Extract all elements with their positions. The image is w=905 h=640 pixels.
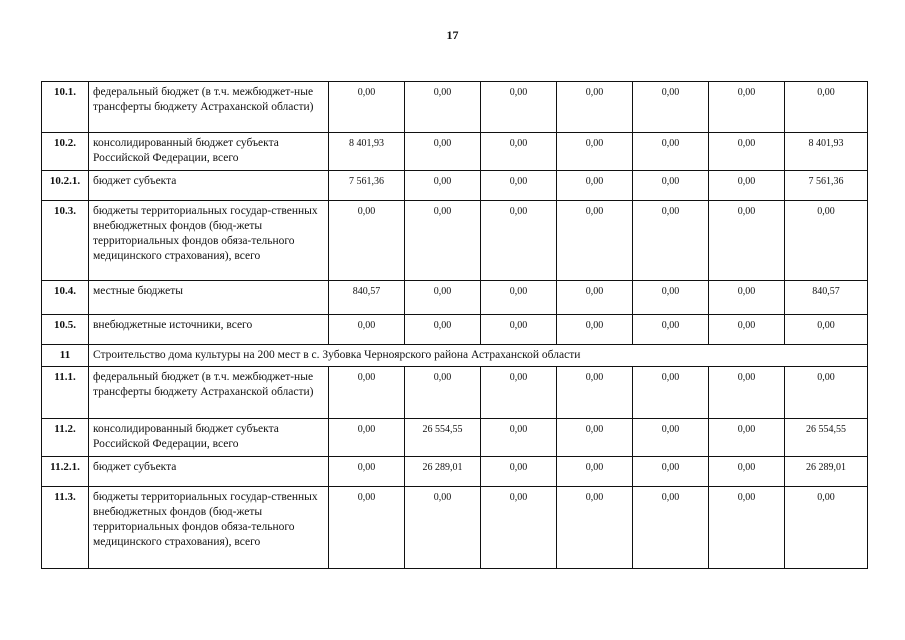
value-cell: 0,00	[405, 133, 481, 171]
table-row	[42, 419, 868, 457]
value-cell: 0,00	[633, 133, 709, 171]
row-number: 11	[42, 345, 89, 367]
value-cell: 26 554,55	[405, 419, 481, 457]
value-cell: 0,00	[405, 487, 481, 569]
value-cell: 0,00	[481, 457, 557, 487]
value-cell: 0,00	[329, 457, 405, 487]
value-cell: 0,00	[481, 367, 557, 419]
value-cell: 840,57	[785, 281, 868, 315]
section-title: Строительство дома культуры на 200 мест в с. Зубовка Черноярского района Астраханской области	[89, 345, 868, 367]
value-cell: 26 289,01	[405, 457, 481, 487]
value-cell: 0,00	[329, 201, 405, 281]
row-number: 10.5.	[42, 315, 89, 345]
value-cell: 0,00	[405, 171, 481, 201]
value-cell: 0,00	[405, 281, 481, 315]
value-cell: 0,00	[633, 201, 709, 281]
value-cell: 26 554,55	[785, 419, 868, 457]
value-cell: 8 401,93	[785, 133, 868, 171]
table-row	[42, 201, 868, 281]
table-row	[42, 457, 868, 487]
value-cell: 0,00	[709, 171, 785, 201]
row-description: внебюджетные источники, всего	[89, 315, 329, 345]
row-number: 11.2.1.	[42, 457, 89, 487]
value-cell: 0,00	[329, 315, 405, 345]
row-description: федеральный бюджет (в т.ч. межбюджет-ные трансферты бюджету Астраханской области)	[89, 367, 329, 419]
row-description: консолидированный бюджет субъекта Российской Федерации, всего	[89, 133, 329, 171]
value-cell: 0,00	[633, 82, 709, 133]
value-cell: 0,00	[709, 82, 785, 133]
value-cell: 0,00	[709, 201, 785, 281]
table-row	[42, 82, 868, 133]
value-cell: 840,57	[329, 281, 405, 315]
value-cell: 0,00	[709, 457, 785, 487]
budget-table	[41, 81, 868, 569]
row-number: 10.2.	[42, 133, 89, 171]
table-row	[42, 487, 868, 569]
value-cell: 0,00	[329, 487, 405, 569]
row-number: 10.2.1.	[42, 171, 89, 201]
row-number: 10.1.	[42, 82, 89, 133]
table-row	[42, 281, 868, 315]
value-cell: 0,00	[785, 315, 868, 345]
value-cell: 0,00	[785, 201, 868, 281]
value-cell: 0,00	[557, 487, 633, 569]
value-cell: 0,00	[481, 82, 557, 133]
value-cell: 0,00	[633, 419, 709, 457]
value-cell: 0,00	[709, 315, 785, 345]
row-description: консолидированный бюджет субъекта Российской Федерации, всего	[89, 419, 329, 457]
value-cell: 0,00	[557, 82, 633, 133]
value-cell: 0,00	[329, 367, 405, 419]
row-description: бюджеты территориальных государ-ственных внебюджетных фондов (бюд-жеты территориальных фондов обяза-тельного медицинского страхования), всего	[89, 201, 329, 281]
value-cell: 0,00	[709, 367, 785, 419]
row-number: 11.3.	[42, 487, 89, 569]
row-number: 11.1.	[42, 367, 89, 419]
value-cell: 0,00	[481, 133, 557, 171]
value-cell: 0,00	[329, 419, 405, 457]
value-cell: 0,00	[709, 419, 785, 457]
value-cell: 0,00	[633, 487, 709, 569]
value-cell: 0,00	[481, 281, 557, 315]
row-description: местные бюджеты	[89, 281, 329, 315]
value-cell: 0,00	[709, 281, 785, 315]
row-number: 10.3.	[42, 201, 89, 281]
value-cell: 0,00	[557, 367, 633, 419]
row-description: бюджет субъекта	[89, 457, 329, 487]
row-description: бюджеты территориальных государ-ственных внебюджетных фондов (бюд-жеты территориальных фондов обяза-тельного медицинского страхования), всего	[89, 487, 329, 569]
value-cell: 0,00	[329, 82, 405, 133]
table-row	[42, 367, 868, 419]
row-number: 10.4.	[42, 281, 89, 315]
value-cell: 0,00	[557, 419, 633, 457]
row-number: 11.2.	[42, 419, 89, 457]
value-cell: 0,00	[785, 487, 868, 569]
value-cell: 0,00	[481, 315, 557, 345]
table-row	[42, 133, 868, 171]
value-cell: 0,00	[785, 82, 868, 133]
value-cell: 0,00	[405, 367, 481, 419]
value-cell: 8 401,93	[329, 133, 405, 171]
value-cell: 0,00	[481, 419, 557, 457]
value-cell: 0,00	[785, 367, 868, 419]
section-row	[42, 345, 868, 367]
value-cell: 0,00	[557, 315, 633, 345]
value-cell: 0,00	[557, 457, 633, 487]
value-cell: 7 561,36	[785, 171, 868, 201]
table-row	[42, 171, 868, 201]
value-cell: 0,00	[557, 201, 633, 281]
table-row	[42, 315, 868, 345]
value-cell: 0,00	[557, 133, 633, 171]
value-cell: 0,00	[557, 281, 633, 315]
value-cell: 0,00	[557, 171, 633, 201]
value-cell: 0,00	[633, 315, 709, 345]
value-cell: 0,00	[633, 367, 709, 419]
value-cell: 0,00	[633, 457, 709, 487]
value-cell: 0,00	[633, 171, 709, 201]
value-cell: 26 289,01	[785, 457, 868, 487]
page-number: 17	[446, 28, 459, 42]
value-cell: 0,00	[709, 487, 785, 569]
value-cell: 0,00	[633, 281, 709, 315]
row-description: бюджет субъекта	[89, 171, 329, 201]
row-description: федеральный бюджет (в т.ч. межбюджет-ные трансферты бюджету Астраханской области)	[89, 82, 329, 133]
value-cell: 0,00	[405, 82, 481, 133]
value-cell: 0,00	[405, 315, 481, 345]
value-cell: 7 561,36	[329, 171, 405, 201]
value-cell: 0,00	[481, 171, 557, 201]
value-cell: 0,00	[481, 487, 557, 569]
value-cell: 0,00	[709, 133, 785, 171]
value-cell: 0,00	[405, 201, 481, 281]
value-cell: 0,00	[481, 201, 557, 281]
